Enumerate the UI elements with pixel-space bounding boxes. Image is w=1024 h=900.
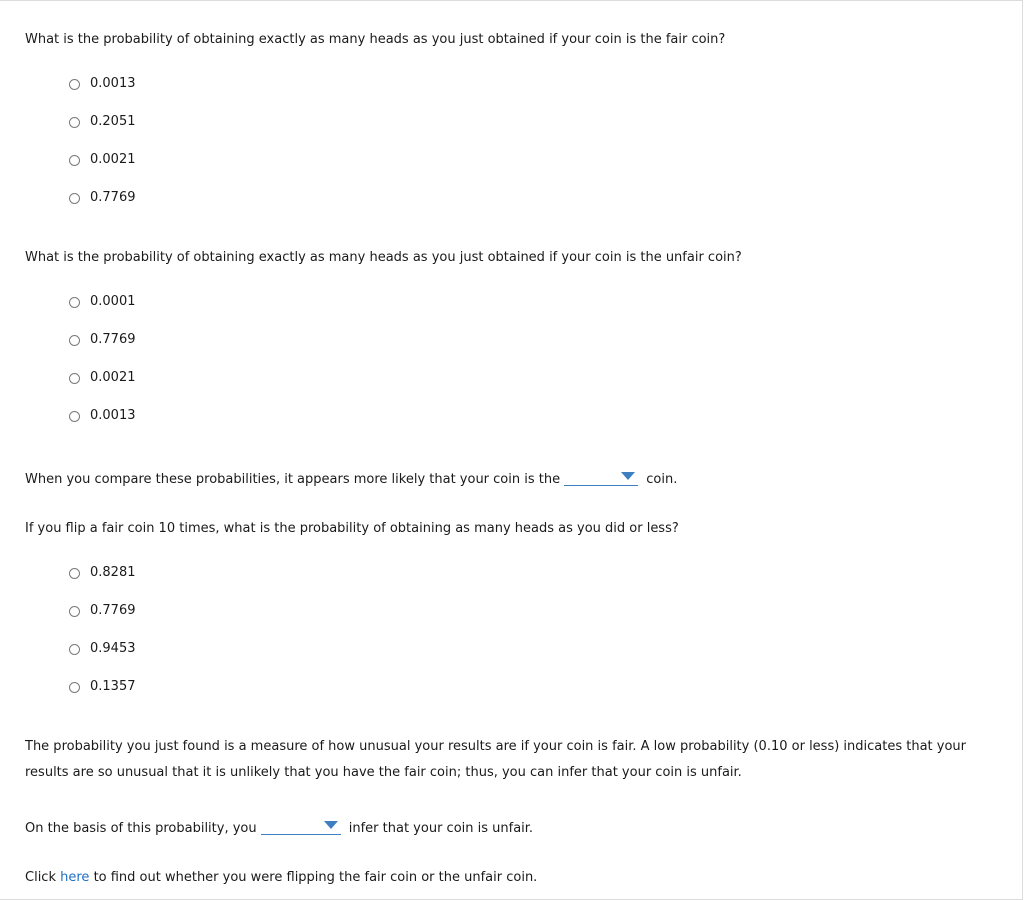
can-cannot-dropdown[interactable] [261,816,341,835]
question-cumulative: If you flip a fair coin 10 times, what is the probability of obtaining as many heads as you did or less? [25,521,679,536]
option-q3-3[interactable] [69,641,136,657]
option-q1-1[interactable] [69,76,136,92]
chevron-down-icon [324,821,338,829]
option-q3-1[interactable] [69,565,136,581]
option-q2-1[interactable] [69,294,136,310]
click-text-after: to find out whether you were flipping the fair coin or the unfair coin. [93,870,538,885]
compare-text-after: coin. [646,472,678,487]
radio-button[interactable] [69,193,80,204]
option-q2-3[interactable] [69,370,136,386]
radio-button[interactable] [69,373,80,384]
explanation-paragraph: The probability you just found is a measure of how unusual your results are if your coin is fair. A low probability (0.10 or less) indicates that your results are so unusual that it is unlikely that you have the fair coin; thus, you can infer that your coin is unfair. [25,739,967,780]
basis-text-after: infer that your coin is unfair. [348,821,534,836]
click-here-sentence [25,868,537,888]
radio-button[interactable] [69,335,80,346]
option-label: 0.7769 [90,332,136,347]
question-fair-coin: What is the probability of obtaining exactly as many heads as you just obtained if your coin is the fair coin? [25,32,726,47]
option-label: 0.9453 [90,641,136,656]
option-q2-4[interactable] [69,408,136,424]
radio-button[interactable] [69,568,80,579]
option-q1-4[interactable] [69,190,136,206]
basis-sentence [25,816,533,839]
click-text-before: Click [25,870,56,885]
radio-button[interactable] [69,117,80,128]
option-label: 0.2051 [90,114,136,129]
radio-button[interactable] [69,411,80,422]
option-label: 0.1357 [90,679,136,694]
option-q3-4[interactable] [69,679,136,695]
option-q2-2[interactable] [69,332,136,348]
radio-button[interactable] [69,644,80,655]
coin-type-dropdown[interactable] [564,467,638,486]
compare-text-before: When you compare these probabilities, it appears more likely that your coin is the [25,472,561,487]
option-label: 0.0001 [90,294,136,309]
option-label: 0.0021 [90,370,136,385]
radio-button[interactable] [69,79,80,90]
basis-text-before: On the basis of this probability, you [25,821,257,836]
option-q3-2[interactable] [69,603,136,619]
option-label: 0.7769 [90,190,136,205]
here-link[interactable]: here [60,870,90,885]
option-label: 0.8281 [90,565,136,580]
question-unfair-coin: What is the probability of obtaining exactly as many heads as you just obtained if your coin is the unfair coin? [25,250,742,265]
option-label: 0.0013 [90,408,136,423]
chevron-down-icon [621,472,635,480]
radio-button[interactable] [69,606,80,617]
option-label: 0.0021 [90,152,136,167]
radio-button[interactable] [69,297,80,308]
option-q1-3[interactable] [69,152,136,168]
radio-button[interactable] [69,682,80,693]
compare-sentence [25,467,677,490]
radio-button[interactable] [69,155,80,166]
option-label: 0.7769 [90,603,136,618]
option-label: 0.0013 [90,76,136,91]
option-q1-2[interactable] [69,114,136,130]
